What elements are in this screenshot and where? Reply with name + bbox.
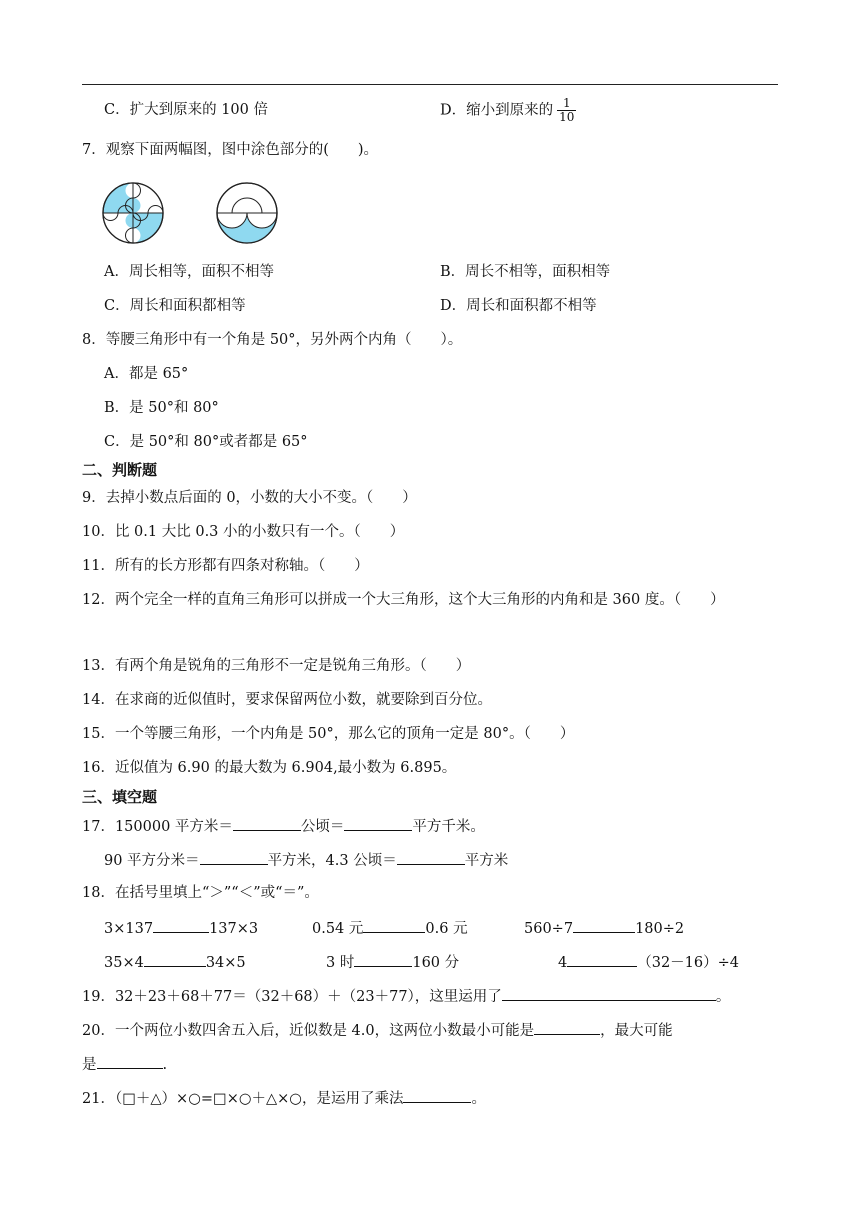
comparison-right: 137×3 [209,921,259,937]
q7-option-c[interactable]: C．周长和面积都相等 [104,298,246,314]
section-fill-heading: 三、填空题 [82,788,158,806]
q18-row2-item2 [326,951,459,973]
q21-text: 21．（□＋△）×○=□×○＋△×○，是运用了乘法 [82,1091,404,1107]
q17-text: 平方米，4.3 公顷＝ [267,853,397,869]
q18-row1-item1 [104,917,258,939]
q6-option-d[interactable] [440,97,576,124]
q8-stem: 8．等腰三角形中有一个角是 50°，另外两个内角（ ）。 [82,332,463,348]
comparison-left: 35×4 [104,955,144,971]
q20-text: 20．一个两位小数四舍五入后，近似数是 4.0，这两位小数最小可能是 [82,1023,535,1039]
question-15: 15．一个等腰三角形，一个内角是 50°，那么它的顶角一定是 80°。（ ） [82,726,575,742]
question-19 [82,985,730,1007]
comparison-left: 3×137 [104,921,154,937]
answer-blank[interactable] [344,815,412,831]
q18-row1-item3 [524,917,684,939]
answer-blank[interactable] [403,1087,471,1103]
answer-blank[interactable] [502,985,716,1001]
q19-text: 19．32＋23＋68＋77＝（32＋68）＋（23＋77），这里运用了 [82,989,502,1005]
question-14: 14．在求商的近似值时，要求保留两位小数，就要除到百分位。 [82,692,492,708]
semicircle-figure [214,180,280,246]
section-judge-heading: 二、判断题 [82,461,158,479]
q8-option-a[interactable]: A．都是 65° [104,366,189,382]
q7-option-d[interactable]: D．周长和面积都不相等 [440,298,597,314]
comparison-left: 4 [558,955,568,971]
question-21 [82,1087,486,1109]
q19-end: 。 [715,989,731,1005]
answer-blank[interactable] [153,917,209,933]
q17-text: 平方米 [464,853,509,869]
answer-blank[interactable] [567,951,637,967]
answer-blank[interactable] [200,849,268,865]
q17-text: 90 平方分米＝ [104,853,200,869]
comparison-right: 0.6 元 [425,921,468,937]
question-10: 10．比 0.1 大比 0.3 小的小数只有一个。（ ） [82,524,405,540]
comparison-right: （32－16）÷4 [637,955,740,971]
question-11: 11．所有的长方形都有四条对称轴。（ ） [82,558,369,574]
q18-row2-item1 [104,951,246,973]
pinwheel-figure [100,180,166,246]
question-9: 9．去掉小数点后面的 0，小数的大小不变。（ ） [82,490,417,506]
fraction-numerator: 1 [557,97,576,111]
fraction [557,97,576,124]
answer-blank[interactable] [97,1053,163,1069]
answer-blank[interactable] [354,951,412,967]
comparison-right: 160 分 [412,955,460,971]
comparison-right: 180÷2 [635,921,685,937]
fraction-denominator: 10 [559,110,575,124]
q20-end: . [162,1057,168,1073]
answer-blank[interactable] [144,951,206,967]
q17-text: 17．150000 平方米＝ [82,819,233,835]
q7-option-a[interactable]: A．周长相等，面积不相等 [104,264,274,280]
q20-text: ，最大可能 [600,1023,673,1039]
q6-option-c[interactable]: C．扩大到原来的 100 倍 [104,102,268,118]
q20-text: 是 [82,1057,97,1073]
q8-option-b[interactable]: B．是 50°和 80° [104,400,219,416]
q18-row1-item2 [312,917,468,939]
header-rule [82,84,778,85]
q7-stem: 7．观察下面两幅图，图中涂色部分的( )。 [82,142,379,158]
question-17-line1 [82,815,485,837]
comparison-left: 3 时 [326,955,355,971]
question-16: 16．近似值为 6.90 的最大数为 6.904,最小数为 6.895。 [82,760,457,776]
answer-blank[interactable] [397,849,465,865]
q21-end: 。 [471,1091,486,1107]
answer-blank[interactable] [573,917,635,933]
answer-blank[interactable] [233,815,301,831]
answer-blank[interactable] [363,917,425,933]
question-20-line2 [82,1053,167,1075]
comparison-left: 0.54 元 [312,921,364,937]
question-17-line2 [104,849,508,871]
q17-text: 平方千米。 [412,819,485,835]
question-13: 13．有两个角是锐角的三角形不一定是锐角三角形。（ ） [82,658,471,674]
q17-text: 公顷＝ [300,819,345,835]
q7-option-b[interactable]: B．周长不相等，面积相等 [440,264,611,280]
comparison-left: 560÷7 [524,921,574,937]
q18-row2-item3 [558,951,739,973]
q6-option-d-text: D．缩小到原来的 [440,102,554,119]
q8-option-c[interactable]: C．是 50°和 80°或者都是 65° [104,434,308,450]
comparison-right: 34×5 [205,955,246,971]
question-20-line1 [82,1019,673,1041]
question-18-stem: 18．在括号里填上“＞”“＜”或“＝”。 [82,885,319,901]
question-12: 12．两个完全一样的直角三角形可以拼成一个大三角形，这个大三角形的内角和是 360 度。（ ） [82,592,725,608]
answer-blank[interactable] [534,1019,600,1035]
